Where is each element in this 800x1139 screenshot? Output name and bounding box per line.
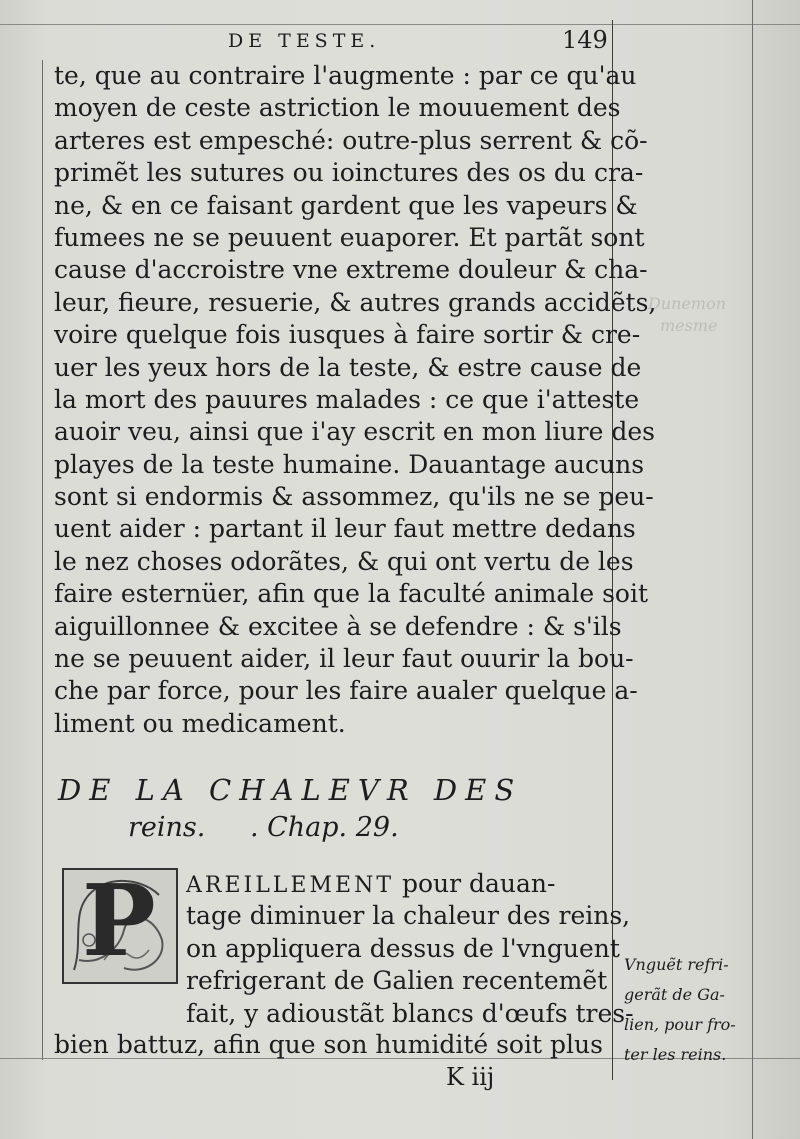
text-line: primẽt les sutures ou ioinctures des os du cra- (54, 158, 644, 188)
text-line: faire esternüer, afin que la faculté animale soit (54, 579, 648, 609)
text-line: leur, fieure, resuerie, & autres grands accidẽts, (54, 287, 657, 317)
bleed-through-text: Dunemon (648, 294, 727, 313)
margin-note-line: Vnguẽt refri- (624, 955, 729, 974)
text-line: ne se peuuent aider, il leur faut ouurir la bou- (54, 644, 634, 674)
decorated-initial (62, 864, 178, 984)
text-line: la mort des pauures malades : ce que i'atteste (54, 384, 640, 414)
right-margin-line (752, 0, 753, 1139)
page-number: 149 (562, 26, 608, 54)
text-line: arteres est empesché: outre-plus serrent & cõ- (54, 125, 648, 155)
text-line: le nez choses odorãtes, & qui ont vertu de les (54, 546, 634, 576)
bleed-through-text: mesme (660, 316, 718, 335)
chapter-heading-cont: reins. (128, 812, 206, 843)
text-line: aiguillonnee & excitee à se defendre : & s'ils (54, 611, 622, 641)
text-line: voire quelque fois iusques à faire sortir & cre- (54, 320, 641, 350)
chapter-subheading (128, 812, 399, 843)
text-line: che par force, pour les faire aualer quelque a- (54, 676, 638, 706)
margin-note (624, 950, 744, 1070)
text-line: uent aider : partant il leur faut mettre dedans (54, 514, 636, 544)
chapter-number: . Chap. 29. (249, 812, 399, 843)
first-word: AREILLEMENT (186, 873, 394, 898)
text-line: moyen de ceste astriction le mouuement des (54, 93, 621, 123)
text-line: on appliquera dessus de l'vnguent (186, 933, 620, 963)
text-line: playes de la teste humaine. Dauantage aucuns (54, 449, 645, 479)
text-line: tage diminuer la chaleur des reins, (186, 901, 631, 931)
text-line: bien battuz, afin que son humidité soit plus (54, 1030, 603, 1059)
text-line: fumees ne se peuuent euaporer. Et partãt sont (54, 222, 645, 252)
chapter-paragraph (186, 868, 634, 1030)
chapter-heading: DE LA CHALEVR DES (58, 773, 523, 807)
margin-note-line: ter les reins. (624, 1045, 727, 1064)
top-rule (0, 24, 800, 25)
text-line: cause d'accroistre vne extreme douleur & cha- (54, 255, 648, 285)
text-line: fait, y adioustãt blancs d'œufs tres- (186, 998, 634, 1028)
margin-note-line: lien, pour fro- (624, 1015, 736, 1034)
page-header (0, 26, 800, 60)
text-line: sont si endormis & assommez, qu'ils ne se peu- (54, 482, 654, 512)
text-line: liment ou medicament. (54, 708, 346, 738)
signature-mark: K iij (446, 1063, 495, 1091)
text-line-rest: pour dauan- (401, 869, 556, 898)
running-head: DE TESTE. (228, 30, 381, 52)
text-line: te, que au contraire l'augmente : par ce qu'au (54, 61, 637, 90)
text-line (186, 868, 616, 900)
text-line: uer les yeux hors de la teste, & estre cause de (54, 352, 642, 382)
left-margin-line (42, 60, 43, 1060)
body-text (54, 60, 657, 740)
margin-note-line: gerãt de Ga- (624, 985, 725, 1004)
initial-letter: P (82, 864, 156, 979)
text-line: refrigerant de Galien recentemẽt (186, 966, 608, 996)
text-line: ne, & en ce faisant gardent que les vapeurs & (54, 190, 638, 220)
text-line: auoir veu, ainsi que i'ay escrit en mon liure des (54, 417, 655, 447)
